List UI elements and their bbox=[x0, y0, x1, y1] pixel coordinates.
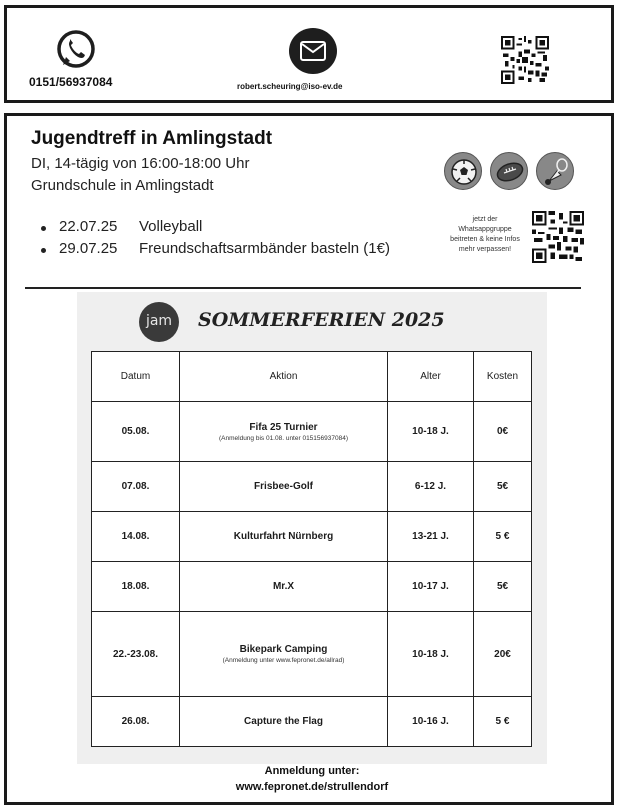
table-row bbox=[92, 462, 532, 512]
cell-age: 6-12 J. bbox=[388, 462, 474, 512]
event-activity: Volleyball bbox=[139, 218, 203, 235]
cell-date: 14.08. bbox=[92, 512, 180, 562]
cell-age: 10-16 J. bbox=[388, 697, 474, 747]
whatsapp-line: beitreten & keine Infos bbox=[450, 236, 520, 243]
soccer-ball-icon bbox=[444, 152, 482, 190]
cell-cost: 5€ bbox=[474, 562, 532, 612]
cell-cost: 20€ bbox=[474, 612, 532, 697]
bullet bbox=[41, 248, 46, 253]
mail-icon bbox=[289, 28, 337, 74]
event-date: 22.07.25 bbox=[59, 218, 118, 235]
cell-age: 10-18 J. bbox=[388, 402, 474, 462]
cell-action: Kulturfahrt Nürnberg bbox=[180, 512, 388, 562]
divider bbox=[25, 287, 581, 289]
whatsapp-line: jetzt der bbox=[472, 216, 498, 223]
cell-cost: 5 € bbox=[474, 512, 532, 562]
whatsapp-line: Whatsappgruppe bbox=[458, 226, 512, 233]
table-row bbox=[92, 512, 532, 562]
page-title: Jugendtreff in Amlingstadt bbox=[31, 128, 273, 149]
action-note: (Anmeldung bis 01.08. unter 015156937084) bbox=[218, 434, 348, 442]
registration-url[interactable]: www.fepronet.de/strullendorf bbox=[235, 781, 389, 793]
table-header-row bbox=[92, 352, 532, 402]
cell-date: 18.08. bbox=[92, 562, 180, 612]
cell-date: 05.08. bbox=[92, 402, 180, 462]
whatsapp-phone-icon bbox=[55, 28, 97, 70]
whatsapp-invite-text bbox=[447, 215, 523, 255]
whatsapp-qr-code-icon bbox=[532, 211, 584, 263]
action-note: (Anmeldung unter www.fepronet.de/allrad) bbox=[222, 657, 345, 664]
table-row bbox=[92, 697, 532, 747]
location-text: Grundschule in Amlingstadt bbox=[31, 177, 214, 194]
action-label: Bikepark Camping bbox=[239, 644, 328, 655]
column-header-age: Alter bbox=[388, 352, 474, 402]
cell-cost: 0€ bbox=[474, 402, 532, 462]
email-address: robert.scheuring@iso-ev.de bbox=[237, 82, 343, 91]
column-header-cost: Kosten bbox=[474, 352, 532, 402]
summer-title: SOMMERFERIEN 2025 bbox=[198, 309, 445, 331]
action-label: Fifa 25 Turnier bbox=[249, 421, 318, 433]
cell-date: 26.08. bbox=[92, 697, 180, 747]
bullet bbox=[41, 226, 46, 231]
cell-age: 10-18 J. bbox=[388, 612, 474, 697]
sport-icons bbox=[444, 152, 576, 192]
contact-box bbox=[4, 5, 614, 103]
cell-date: 07.08. bbox=[92, 462, 180, 512]
registration-label: Anmeldung unter: bbox=[264, 765, 360, 777]
column-header-date: Datum bbox=[92, 352, 180, 402]
column-header-action: Aktion bbox=[180, 352, 388, 402]
football-icon bbox=[490, 152, 528, 190]
cell-date: 22.-23.08. bbox=[92, 612, 180, 697]
table-row bbox=[92, 562, 532, 612]
event-date: 29.07.25 bbox=[59, 240, 118, 257]
whatsapp-line: mehr verpassen! bbox=[458, 246, 512, 253]
cell-action: Capture the Flag bbox=[180, 697, 388, 747]
cell-age: 10-17 J. bbox=[388, 562, 474, 612]
badminton-icon bbox=[536, 152, 574, 190]
cell-action: Mr.X bbox=[180, 562, 388, 612]
schedule-text: DI, 14-tägig von 16:00-18:00 Uhr bbox=[31, 155, 250, 172]
cell-action bbox=[180, 612, 388, 697]
summer-schedule-panel bbox=[77, 292, 547, 764]
table-row bbox=[92, 612, 532, 697]
logo-text: jam bbox=[145, 313, 173, 329]
phone-number: 0151/56937084 bbox=[29, 75, 113, 89]
schedule-table bbox=[91, 351, 532, 747]
table-row bbox=[92, 402, 532, 462]
cell-action bbox=[180, 402, 388, 462]
jam-logo bbox=[139, 302, 179, 342]
qr-code-icon bbox=[500, 36, 550, 84]
event-activity: Freundschaftsarmbänder basteln (1€) bbox=[139, 240, 390, 257]
main-flyer bbox=[4, 113, 614, 805]
cell-action: Frisbee-Golf bbox=[180, 462, 388, 512]
cell-age: 13-21 J. bbox=[388, 512, 474, 562]
cell-cost: 5 € bbox=[474, 697, 532, 747]
cell-cost: 5€ bbox=[474, 462, 532, 512]
